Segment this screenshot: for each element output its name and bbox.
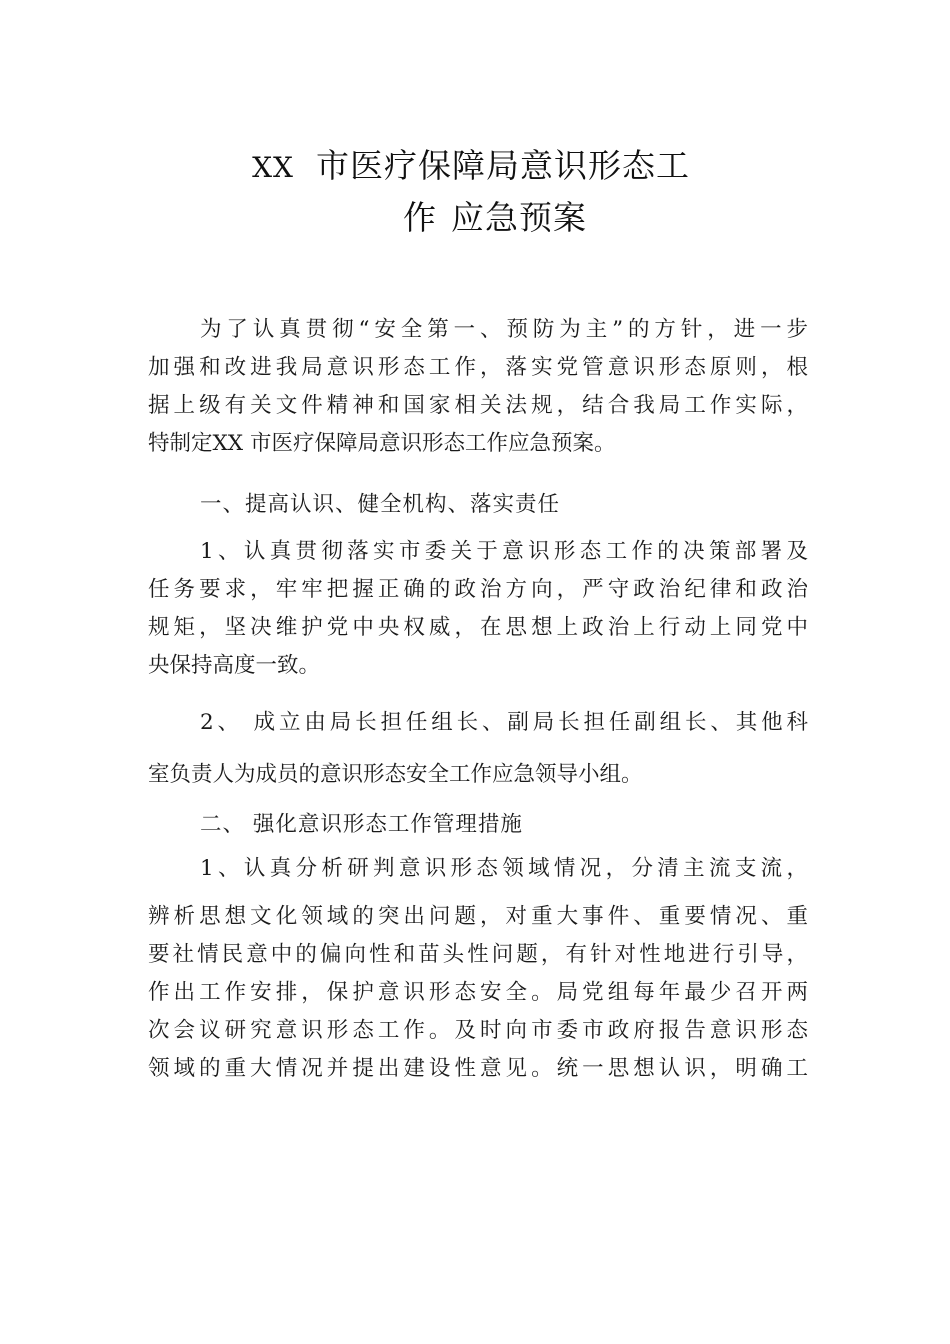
section-1-heading: 一、提高认识、健全机构、落实责任	[200, 492, 561, 517]
paragraph-line: 规矩，坚决维护党中央权威，在思想上政治上行动上同党中	[148, 615, 808, 640]
paragraph-line: 加强和改进我局意识形态工作，落实党管意识形态原则，根	[148, 355, 808, 380]
section-2-item-1-cont	[148, 898, 808, 1088]
paragraph-line: 为了认真贯彻“安全第一、预防为主”的方针，进一步	[200, 317, 808, 342]
paragraph-line: 领域的重大情况并提出建设性意见。统一思想认识，明确工	[148, 1056, 808, 1081]
paragraph-line: 任务要求，牢牢把握正确的政治方向，严守政治纪律和政治	[148, 577, 808, 602]
section-1-item-1	[148, 533, 808, 685]
document-title-line-2	[0, 192, 950, 239]
section-2-item-1	[148, 850, 808, 888]
title-line-2-b: 应急预案	[451, 198, 587, 237]
paragraph-line: 特制定XX 市医疗保障局意识形态工作应急预案。	[148, 431, 616, 456]
paragraph-line: 据上级有关文件精神和国家相关法规，结合我局工作实际，	[148, 393, 808, 418]
paragraph-line: 2、 成立由局长担任组长、副局长担任副组长、其他科	[200, 710, 808, 735]
paragraph-line: 次会议研究意识形态工作。及时向市委市政府报告意识形态	[148, 1018, 808, 1043]
intro-paragraph	[148, 311, 808, 463]
paragraph-line: 央保持高度一致。	[148, 653, 321, 678]
section-2-heading: 二、 强化意识形态工作管理措施	[200, 812, 523, 837]
paragraph-line: 室负责人为成员的意识形态安全工作应急领导小组。	[148, 762, 643, 787]
paragraph-line: 要社情民意中的偏向性和苗头性问题，有针对性地进行引导，	[148, 942, 808, 967]
section-1-item-2	[148, 704, 808, 742]
document-title-line-1	[0, 140, 950, 187]
paragraph-line: 辨析思想文化领域的突出问题，对重大事件、重要情况、重	[148, 904, 808, 929]
section-1-item-2-cont	[148, 756, 808, 794]
title-line-1-text: 市医疗保障局意识形态工	[315, 146, 690, 185]
title-prefix: XX	[252, 151, 294, 184]
paragraph-line: 作出工作安排，保护意识形态安全。局党组每年最少召开两	[148, 980, 808, 1005]
title-line-2-a: 作	[403, 198, 437, 237]
paragraph-line: 1、认真分析研判意识形态领域情况，分清主流支流，	[200, 856, 808, 881]
paragraph-line: 1、认真贯彻落实市委关于意识形态工作的决策部署及	[200, 539, 808, 564]
